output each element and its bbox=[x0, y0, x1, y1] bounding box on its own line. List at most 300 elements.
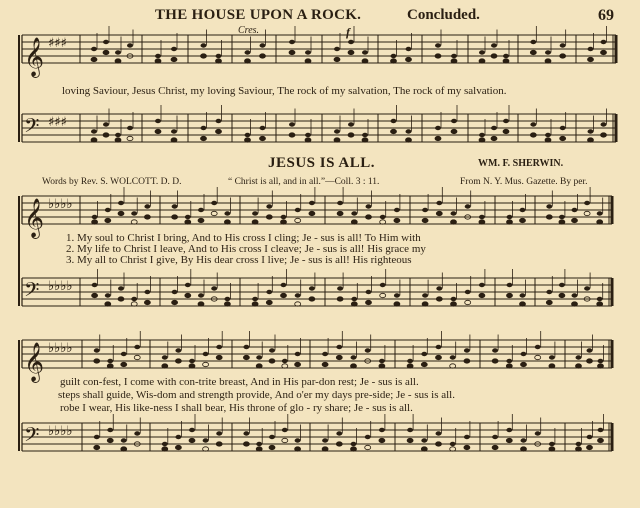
note-head bbox=[162, 447, 168, 451]
note-head bbox=[351, 211, 357, 215]
note-head bbox=[103, 133, 109, 137]
note-head bbox=[171, 57, 177, 61]
note-head bbox=[436, 211, 442, 215]
note-head bbox=[92, 220, 98, 224]
note-head bbox=[118, 211, 124, 215]
note-head bbox=[260, 54, 266, 58]
note-head bbox=[450, 364, 456, 368]
note-head bbox=[391, 59, 397, 63]
note-head bbox=[245, 50, 251, 54]
note-head bbox=[115, 50, 121, 54]
note-head bbox=[115, 133, 121, 137]
note-head bbox=[520, 302, 526, 306]
note-head bbox=[295, 352, 301, 356]
bass-clef-icon: 𝄢 bbox=[24, 278, 40, 306]
note-head bbox=[201, 54, 207, 58]
note-head bbox=[601, 133, 607, 137]
note-head bbox=[422, 218, 428, 222]
note-head bbox=[379, 364, 385, 368]
note-head bbox=[465, 204, 471, 208]
note-head bbox=[203, 447, 209, 451]
note-head bbox=[203, 438, 209, 442]
note-head bbox=[203, 352, 209, 356]
note-head bbox=[598, 359, 604, 363]
note-head bbox=[380, 283, 386, 287]
note-head bbox=[216, 129, 222, 133]
note-head bbox=[507, 293, 513, 297]
composer-name: WM. F. SHERWIN. bbox=[478, 158, 564, 169]
note-head bbox=[105, 218, 111, 222]
note-head bbox=[588, 47, 594, 51]
note-head bbox=[211, 201, 217, 205]
note-head bbox=[336, 431, 342, 435]
note-head bbox=[479, 50, 485, 54]
note-head bbox=[175, 348, 181, 352]
note-head bbox=[421, 362, 427, 366]
note-head bbox=[185, 220, 191, 224]
treble-clef-icon: 𝄞 bbox=[24, 342, 45, 382]
note-head bbox=[479, 138, 485, 142]
note-head bbox=[546, 290, 552, 294]
note-head bbox=[546, 215, 552, 219]
note-head bbox=[588, 57, 594, 61]
note-head bbox=[185, 215, 191, 219]
note-head bbox=[189, 359, 195, 363]
note-head bbox=[144, 215, 150, 219]
treble-clef-icon: 𝄞 bbox=[24, 37, 45, 77]
note-head bbox=[503, 54, 509, 58]
note-head bbox=[185, 293, 191, 297]
note-head bbox=[105, 293, 111, 297]
note-head bbox=[216, 355, 222, 359]
note-head bbox=[530, 133, 536, 137]
note-head bbox=[450, 442, 456, 446]
note-head bbox=[572, 208, 578, 212]
note-head bbox=[172, 300, 178, 304]
note-head bbox=[224, 220, 230, 224]
note-head bbox=[256, 364, 262, 368]
note-head bbox=[127, 43, 133, 47]
note-head bbox=[464, 445, 470, 449]
note-head bbox=[436, 345, 442, 349]
key-signature-icon: ♭♭♭♭ bbox=[48, 197, 73, 212]
note-head bbox=[107, 359, 113, 363]
note-head bbox=[421, 447, 427, 451]
note-head bbox=[172, 215, 178, 219]
note-head bbox=[348, 122, 354, 126]
note-head bbox=[131, 302, 137, 306]
note-head bbox=[198, 302, 204, 306]
note-head bbox=[450, 355, 456, 359]
note-head bbox=[465, 290, 471, 294]
key-signature-icon: ♭♭♭♭ bbox=[48, 279, 73, 294]
note-head bbox=[245, 138, 251, 142]
note-head bbox=[256, 442, 262, 446]
note-head bbox=[479, 283, 485, 287]
note-head bbox=[407, 438, 413, 442]
note-head bbox=[243, 345, 249, 349]
note-head bbox=[322, 438, 328, 442]
song-title: JESUS IS ALL. bbox=[268, 155, 375, 171]
note-head bbox=[576, 355, 582, 359]
note-head bbox=[92, 215, 98, 219]
note-head bbox=[503, 119, 509, 123]
note-head bbox=[572, 302, 578, 306]
note-head bbox=[365, 435, 371, 439]
note-head bbox=[436, 286, 442, 290]
note-head bbox=[549, 447, 555, 451]
note-head bbox=[172, 290, 178, 294]
note-head bbox=[198, 293, 204, 297]
note-head bbox=[406, 129, 412, 133]
note-head bbox=[92, 293, 98, 297]
note-head bbox=[572, 293, 578, 297]
note-head bbox=[281, 220, 287, 224]
note-head bbox=[103, 122, 109, 126]
verse-3-line-b: robe I wear, His like-ness I shall bear, His throne of glo - ry share; Je - sus is all. bbox=[60, 402, 413, 414]
bass-clef-icon: 𝄢 bbox=[24, 423, 40, 451]
note-head bbox=[336, 355, 342, 359]
scripture-reference: “ Christ is all, and in all.”—Coll. 3 : 11. bbox=[228, 177, 380, 187]
note-head bbox=[394, 302, 400, 306]
note-head bbox=[451, 297, 457, 301]
note-head bbox=[91, 47, 97, 51]
note-head bbox=[216, 54, 222, 58]
note-head bbox=[521, 447, 527, 451]
note-head bbox=[105, 302, 111, 306]
song1-lyric-line: loving Saviour, Jesus Christ, my loving Saviour, The rock of my salvation, The rock of my salvation. bbox=[62, 85, 507, 97]
note-head bbox=[245, 133, 251, 137]
note-head bbox=[224, 297, 230, 301]
note-head bbox=[379, 359, 385, 363]
note-head bbox=[597, 302, 603, 306]
note-head bbox=[351, 297, 357, 301]
note-head bbox=[172, 204, 178, 208]
note-head bbox=[422, 293, 428, 297]
note-head bbox=[379, 428, 385, 432]
note-head bbox=[115, 138, 121, 142]
note-head bbox=[337, 286, 343, 290]
note-head bbox=[421, 438, 427, 442]
note-head bbox=[545, 138, 551, 142]
note-head bbox=[105, 208, 111, 212]
note-head bbox=[572, 218, 578, 222]
page-number: 69 bbox=[598, 7, 614, 24]
note-head bbox=[587, 435, 593, 439]
note-head bbox=[491, 54, 497, 58]
note-head bbox=[134, 431, 140, 435]
note-head bbox=[545, 133, 551, 137]
key-signature-icon: ♯♯♯ bbox=[48, 36, 67, 51]
note-head bbox=[348, 50, 354, 54]
note-head bbox=[588, 129, 594, 133]
note-head bbox=[171, 138, 177, 142]
note-head bbox=[491, 136, 497, 140]
verse-1-line-b: guilt con-fest, I come with con-trite breast, And in His par-don rest; Je - sus is all. bbox=[60, 376, 419, 388]
note-head bbox=[588, 138, 594, 142]
note-head bbox=[406, 138, 412, 142]
note-head bbox=[422, 208, 428, 212]
note-head bbox=[211, 286, 217, 290]
note-head bbox=[266, 204, 272, 208]
note-head bbox=[211, 211, 217, 215]
note-head bbox=[391, 119, 397, 123]
note-head bbox=[601, 40, 607, 44]
note-head bbox=[94, 359, 100, 363]
note-head bbox=[479, 215, 485, 219]
dynamic-crescendo: Cres. bbox=[238, 25, 260, 36]
note-head bbox=[281, 293, 287, 297]
note-head bbox=[584, 286, 590, 290]
note-head bbox=[103, 50, 109, 54]
note-head bbox=[492, 435, 498, 439]
note-head bbox=[584, 211, 590, 215]
note-head bbox=[260, 126, 266, 130]
note-head bbox=[560, 136, 566, 140]
note-head bbox=[407, 428, 413, 432]
note-head bbox=[198, 208, 204, 212]
note-head bbox=[289, 50, 295, 54]
note-head bbox=[598, 438, 604, 442]
note-head bbox=[549, 355, 555, 359]
note-head bbox=[175, 435, 181, 439]
bass-clef-icon: 𝄢 bbox=[24, 114, 40, 142]
note-head bbox=[391, 129, 397, 133]
note-head bbox=[185, 283, 191, 287]
note-head bbox=[295, 362, 301, 366]
note-head bbox=[203, 362, 209, 366]
note-head bbox=[380, 220, 386, 224]
note-head bbox=[394, 218, 400, 222]
note-head bbox=[351, 220, 357, 224]
note-head bbox=[560, 126, 566, 130]
note-head bbox=[322, 362, 328, 366]
note-head bbox=[506, 359, 512, 363]
note-head bbox=[94, 348, 100, 352]
note-head bbox=[216, 119, 222, 123]
note-head bbox=[305, 59, 311, 63]
note-head bbox=[162, 442, 168, 446]
note-head bbox=[507, 283, 513, 287]
note-head bbox=[322, 447, 328, 451]
note-head bbox=[107, 428, 113, 432]
note-head bbox=[492, 359, 498, 363]
note-head bbox=[436, 297, 442, 301]
note-head bbox=[266, 215, 272, 219]
note-head bbox=[380, 293, 386, 297]
note-head bbox=[309, 286, 315, 290]
note-head bbox=[252, 211, 258, 215]
note-head bbox=[391, 54, 397, 58]
note-head bbox=[506, 428, 512, 432]
note-head bbox=[435, 43, 441, 47]
source-credit: From N. Y. Mus. Gazette. By per. bbox=[460, 177, 588, 187]
note-head bbox=[521, 362, 527, 366]
note-head bbox=[252, 220, 258, 224]
note-head bbox=[597, 220, 603, 224]
note-head bbox=[216, 59, 222, 63]
note-head bbox=[189, 428, 195, 432]
note-head bbox=[559, 293, 565, 297]
note-head bbox=[406, 47, 412, 51]
note-head bbox=[464, 435, 470, 439]
note-head bbox=[201, 136, 207, 140]
note-head bbox=[295, 302, 301, 306]
note-head bbox=[127, 126, 133, 130]
note-head bbox=[121, 447, 127, 451]
note-head bbox=[175, 445, 181, 449]
note-head bbox=[144, 290, 150, 294]
note-head bbox=[546, 300, 552, 304]
note-head bbox=[601, 50, 607, 54]
note-head bbox=[545, 59, 551, 63]
note-head bbox=[576, 442, 582, 446]
note-head bbox=[362, 138, 368, 142]
note-head bbox=[506, 438, 512, 442]
note-head bbox=[337, 297, 343, 301]
verse-2-line-b: steps shall guide, Wis-dom and strength provide, And o'er my days pre-side; Je - sus is all. bbox=[58, 389, 455, 401]
note-head bbox=[507, 215, 513, 219]
note-head bbox=[309, 297, 315, 301]
note-head bbox=[282, 364, 288, 368]
note-head bbox=[91, 138, 97, 142]
note-head bbox=[171, 47, 177, 51]
note-head bbox=[503, 129, 509, 133]
note-head bbox=[348, 133, 354, 137]
note-head bbox=[305, 133, 311, 137]
note-head bbox=[559, 215, 565, 219]
note-head bbox=[451, 129, 457, 133]
note-head bbox=[131, 220, 137, 224]
note-head bbox=[260, 136, 266, 140]
verse-1-line-a: 1. My soul to Christ I bring, And to His cross I cling; Je - sus is all! To Him with bbox=[66, 232, 421, 244]
note-head bbox=[266, 300, 272, 304]
note-head bbox=[351, 442, 357, 446]
note-head bbox=[175, 359, 181, 363]
note-head bbox=[520, 218, 526, 222]
note-head bbox=[198, 218, 204, 222]
note-head bbox=[305, 138, 311, 142]
note-head bbox=[216, 431, 222, 435]
note-head bbox=[597, 297, 603, 301]
note-head bbox=[492, 348, 498, 352]
treble-clef-icon: 𝄞 bbox=[24, 198, 45, 238]
dynamic-forte: f bbox=[346, 25, 350, 39]
note-head bbox=[520, 293, 526, 297]
note-head bbox=[121, 362, 127, 366]
page-header-status: Concluded. bbox=[407, 7, 480, 23]
note-head bbox=[252, 302, 258, 306]
note-head bbox=[576, 447, 582, 451]
note-head bbox=[134, 355, 140, 359]
note-head bbox=[451, 220, 457, 224]
note-head bbox=[309, 201, 315, 205]
note-head bbox=[269, 348, 275, 352]
note-head bbox=[597, 211, 603, 215]
note-head bbox=[201, 126, 207, 130]
note-head bbox=[281, 215, 287, 219]
note-head bbox=[546, 204, 552, 208]
note-head bbox=[216, 345, 222, 349]
verse-2-line-a: 2. My life to Christ I leave, And to His cross I cleave; Je - sus is all! His grace my bbox=[66, 243, 426, 255]
note-head bbox=[94, 435, 100, 439]
note-head bbox=[549, 442, 555, 446]
note-head bbox=[282, 438, 288, 442]
note-head bbox=[365, 445, 371, 449]
note-head bbox=[521, 352, 527, 356]
note-head bbox=[559, 283, 565, 287]
note-head bbox=[422, 302, 428, 306]
note-head bbox=[162, 355, 168, 359]
note-head bbox=[560, 54, 566, 58]
note-head bbox=[107, 364, 113, 368]
note-head bbox=[243, 431, 249, 435]
note-head bbox=[365, 348, 371, 352]
note-head bbox=[260, 43, 266, 47]
note-head bbox=[479, 220, 485, 224]
note-head bbox=[243, 355, 249, 359]
note-head bbox=[435, 54, 441, 58]
note-head bbox=[598, 428, 604, 432]
note-head bbox=[535, 431, 541, 435]
note-head bbox=[491, 43, 497, 47]
note-head bbox=[309, 211, 315, 215]
note-head bbox=[362, 59, 368, 63]
page-header-title: THE HOUSE UPON A ROCK. bbox=[155, 7, 362, 23]
note-head bbox=[92, 283, 98, 287]
note-head bbox=[266, 290, 272, 294]
note-head bbox=[530, 40, 536, 44]
note-head bbox=[121, 438, 127, 442]
note-head bbox=[224, 211, 230, 215]
note-head bbox=[269, 445, 275, 449]
note-head bbox=[435, 126, 441, 130]
note-head bbox=[601, 122, 607, 126]
note-head bbox=[107, 438, 113, 442]
note-head bbox=[436, 431, 442, 435]
note-head bbox=[144, 300, 150, 304]
note-head bbox=[252, 297, 258, 301]
note-head bbox=[322, 352, 328, 356]
note-head bbox=[162, 364, 168, 368]
note-head bbox=[465, 300, 471, 304]
note-head bbox=[282, 359, 288, 363]
note-head bbox=[351, 355, 357, 359]
note-head bbox=[118, 201, 124, 205]
note-head bbox=[451, 119, 457, 123]
note-head bbox=[289, 40, 295, 44]
note-head bbox=[450, 447, 456, 451]
note-head bbox=[545, 50, 551, 54]
note-head bbox=[224, 302, 230, 306]
note-head bbox=[337, 201, 343, 205]
note-head bbox=[155, 129, 161, 133]
note-head bbox=[189, 364, 195, 368]
note-head bbox=[282, 428, 288, 432]
note-head bbox=[134, 345, 140, 349]
note-head bbox=[334, 57, 340, 61]
note-head bbox=[503, 59, 509, 63]
words-credit: Words by Rev. S. WOLCOTT. D. D. bbox=[42, 177, 182, 187]
note-head bbox=[269, 435, 275, 439]
note-head bbox=[520, 208, 526, 212]
key-signature-icon: ♭♭♭♭ bbox=[48, 424, 73, 439]
note-head bbox=[189, 438, 195, 442]
note-head bbox=[394, 208, 400, 212]
note-head bbox=[295, 293, 301, 297]
note-head bbox=[362, 133, 368, 137]
note-head bbox=[407, 359, 413, 363]
